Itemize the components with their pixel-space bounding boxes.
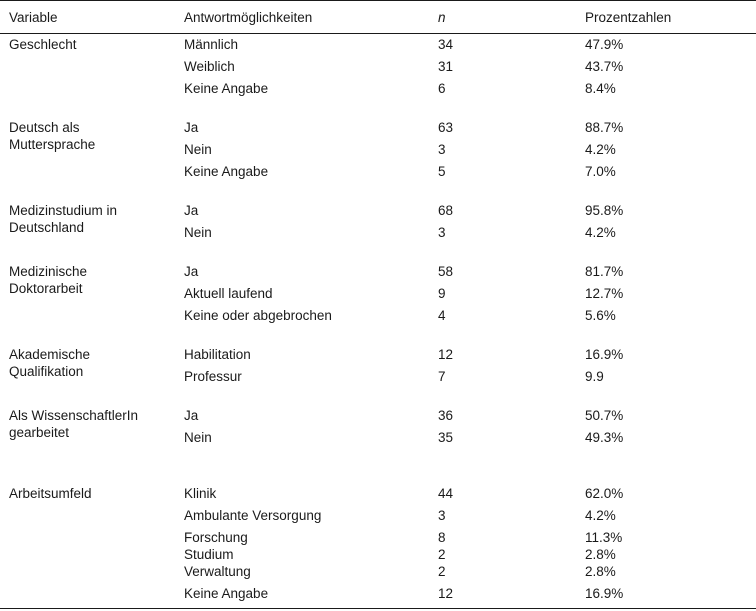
percent-cell: 5.6% — [585, 308, 616, 323]
variable-label-line2: Deutschland — [9, 220, 85, 235]
percent-cell: 4.2% — [585, 508, 616, 523]
n-cell: 31 — [438, 59, 454, 74]
n-cell: 3 — [438, 142, 446, 157]
n-cell: 2 — [438, 547, 446, 562]
option-cell: Ja — [184, 120, 199, 135]
header-options: Antwortmöglichkeiten — [184, 10, 313, 25]
n-cell: 35 — [438, 430, 454, 445]
option-cell: Männlich — [184, 37, 239, 52]
header-percent: Prozentzahlen — [585, 10, 672, 25]
variable-label-line2: gearbeitet — [9, 425, 70, 440]
option-cell: Klinik — [184, 486, 217, 501]
n-cell: 7 — [438, 369, 446, 384]
option-cell: Keine Angabe — [184, 586, 269, 601]
n-cell: 44 — [438, 486, 454, 501]
percent-cell: 16.9% — [585, 347, 624, 362]
n-cell: 58 — [438, 264, 454, 279]
option-cell: Keine Angabe — [184, 164, 269, 179]
percent-cell: 7.0% — [585, 164, 616, 179]
option-cell: Ja — [184, 408, 199, 423]
option-cell: Habilitation — [184, 347, 251, 362]
header-n: n — [438, 10, 446, 25]
n-cell: 3 — [438, 508, 446, 523]
table-header-rule — [0, 33, 756, 34]
n-cell: 12 — [438, 347, 454, 362]
option-cell: Nein — [184, 225, 212, 240]
header-variable: Variable — [9, 10, 58, 25]
option-cell: Nein — [184, 142, 212, 157]
n-cell: 8 — [438, 530, 446, 545]
percent-cell: 11.3% — [585, 530, 623, 545]
variable-label: Arbeitsumfeld — [9, 486, 92, 501]
percent-cell: 8.4% — [585, 81, 616, 96]
variable-label: Geschlecht — [9, 37, 77, 52]
percent-cell: 81.7% — [585, 264, 624, 279]
percent-cell: 2.8% — [585, 547, 616, 562]
percent-cell: 50.7% — [585, 408, 624, 423]
n-cell: 36 — [438, 408, 454, 423]
percent-cell: 95.8% — [585, 203, 624, 218]
variable-label: Medizinstudium in — [9, 203, 118, 218]
n-cell: 2 — [438, 564, 446, 579]
percent-cell: 47.9% — [585, 37, 624, 52]
percent-cell: 88.7% — [585, 120, 624, 135]
option-cell: Ja — [184, 264, 199, 279]
option-cell: Studium — [184, 547, 234, 562]
n-cell: 6 — [438, 81, 446, 96]
option-cell: Forschung — [184, 530, 248, 545]
option-cell: Ja — [184, 203, 199, 218]
variable-label: Akademische — [9, 347, 91, 362]
percent-cell: 49.3% — [585, 430, 624, 445]
n-cell: 63 — [438, 120, 454, 135]
percent-cell: 62.0% — [585, 486, 624, 501]
option-cell: Weiblich — [184, 59, 235, 74]
percent-cell: 12.7% — [585, 286, 624, 301]
percent-cell: 16.9% — [585, 586, 624, 601]
percent-cell: 4.2% — [585, 225, 616, 240]
option-cell: Aktuell laufend — [184, 286, 273, 301]
variable-label-line2: Doktorarbeit — [9, 281, 83, 296]
percent-cell: 43.7% — [585, 59, 624, 74]
variable-label-line2: Qualifikation — [9, 364, 84, 379]
option-cell: Ambulante Versorgung — [184, 508, 322, 523]
n-cell: 5 — [438, 164, 446, 179]
variable-label: Als WissenschaftlerIn — [9, 408, 139, 423]
variable-label-line2: Muttersprache — [9, 137, 96, 152]
percent-cell: 9.9 — [585, 369, 604, 384]
option-cell: Keine oder abgebrochen — [184, 308, 332, 323]
n-cell: 4 — [438, 308, 446, 323]
table-bottom-rule — [0, 608, 756, 609]
table-top-rule — [0, 0, 756, 1]
percent-cell: 4.2% — [585, 142, 616, 157]
option-cell: Keine Angabe — [184, 81, 269, 96]
n-cell: 34 — [438, 37, 454, 52]
variable-label: Medizinische — [9, 264, 88, 279]
n-cell: 9 — [438, 286, 446, 301]
option-cell: Verwaltung — [184, 564, 251, 579]
option-cell: Professur — [184, 369, 242, 384]
percent-cell: 2.8% — [585, 564, 616, 579]
n-cell: 68 — [438, 203, 454, 218]
variable-label: Deutsch als — [9, 120, 80, 135]
n-cell: 3 — [438, 225, 446, 240]
option-cell: Nein — [184, 430, 212, 445]
n-cell: 12 — [438, 586, 454, 601]
